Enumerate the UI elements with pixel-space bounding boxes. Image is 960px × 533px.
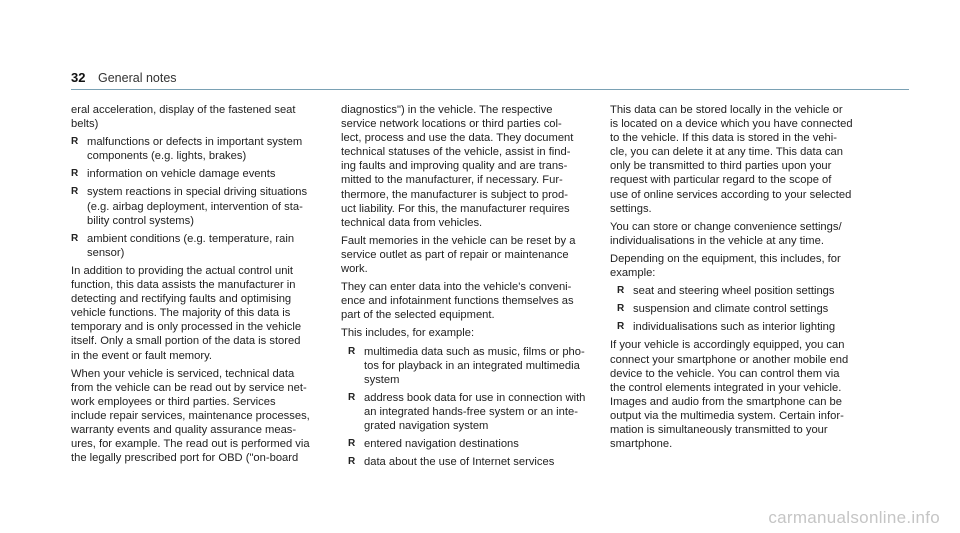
bullet-icon: R — [71, 136, 79, 148]
list-item: R data about the use of Internet services — [348, 456, 555, 469]
list-item: R individualisations such as interior lighting — [617, 321, 836, 334]
list-item: R multimedia data such as music, films or pho‐ tos for playback in an integrated multimedia system — [348, 345, 585, 386]
bullet-icon: R — [71, 232, 79, 244]
paragraph: If your vehicle is accordingly equipped, you can connect your smartphone or another mobile end device to the vehicle. You can control them via the control elements integrated in your vehicle. Images and audio from the smartphone can be output via the multimedia system. Certain infor‐ mation is simultaneously transmitted to your smartphone. — [610, 339, 849, 451]
paragraph: You can store or change convenience settings/ individualisations in the vehicle at any time. — [610, 220, 842, 247]
bullet-icon: R — [617, 285, 625, 297]
bullet-icon: R — [348, 438, 356, 450]
section-title: General notes — [98, 71, 177, 85]
paragraph: They can enter data into the vehicle's conveni‐ ence and infotainment functions themselves as part of the selected equipment. — [341, 281, 574, 322]
list-item: R suspension and climate control settings — [617, 303, 829, 316]
bullet-icon: R — [617, 321, 625, 333]
paragraph: This data can be stored locally in the vehicle or is located on a device which you have connected to the vehicle. If this data is stored in the vehi‐ cle, you can delete it at any time. This data can only be transmitted to third parties upon your request with particular regard to the scope of use of online services according to your selected settings. — [610, 104, 853, 215]
list-item: R entered navigation destinations — [348, 438, 519, 451]
list-item: R address book data for use in connection with an integrated hands-free system or an inte‐ grated navigation system — [348, 391, 586, 432]
text-column-3 — [610, 103, 890, 455]
header-divider — [71, 89, 909, 90]
watermark: carmanualsonline.info — [768, 508, 940, 527]
paragraph: diagnostics") in the vehicle. The respective service network locations or third parties col‐ lect, process and use the data. They document technical statuses of the vehicle, assist in find‐ ing faults and improving quality and are trans‐ mitted to the manufacturer, if necessary. Fur‐ thermore, the manufacturer is subject to prod‐ uct liability. For this, the manufacturer requires technical data from vehicles. — [341, 104, 574, 229]
page-number: 32 — [71, 70, 86, 85]
paragraph: Fault memories in the vehicle can be reset by a service outlet as part of repair or maintenance work. — [341, 234, 576, 276]
paragraph: When your vehicle is serviced, technical data from the vehicle can be read out by service net‐ work employees or third parties. Services include repair services, maintenance processes, warranty events and quality assurance meas‐ ures, for example. The read out is performed via the legally prescribed port for OBD ("on-board — [71, 367, 310, 465]
list-item: R information on vehicle damage events — [71, 168, 276, 181]
paragraph: In addition to providing the actual control unit function, this data assists the manufacturer in detecting and rectifying faults and optimising vehicle functions. The majority of this data is temporary and is only processed in the vehicle itself. Only a small portion of the data is stored in the event or fault memory. — [71, 264, 302, 362]
list-item: R system reactions in special driving situations (e.g. airbag deployment, intervention of sta‐ bility control systems) — [71, 186, 308, 227]
bullet-icon: R — [348, 391, 356, 403]
list-item: R seat and steering wheel position settings — [617, 285, 835, 298]
paragraph: Depending on the equipment, this includes, for example: — [610, 252, 841, 280]
paragraph: eral acceleration, display of the fastened seat belts) — [71, 104, 296, 131]
text-column-1 — [71, 103, 339, 469]
bullet-icon: R — [617, 303, 625, 315]
list-item: R ambient conditions (e.g. temperature, rain sensor) — [71, 232, 295, 259]
bullet-icon: R — [348, 456, 356, 468]
paragraph: This includes, for example: — [341, 327, 475, 340]
page-header — [71, 70, 909, 88]
text-column-2 — [341, 103, 605, 473]
bullet-icon: R — [71, 168, 79, 180]
bullet-icon: R — [71, 186, 79, 198]
list-item: R malfunctions or defects in important system components (e.g. lights, brakes) — [71, 136, 303, 163]
bullet-icon: R — [348, 345, 356, 357]
